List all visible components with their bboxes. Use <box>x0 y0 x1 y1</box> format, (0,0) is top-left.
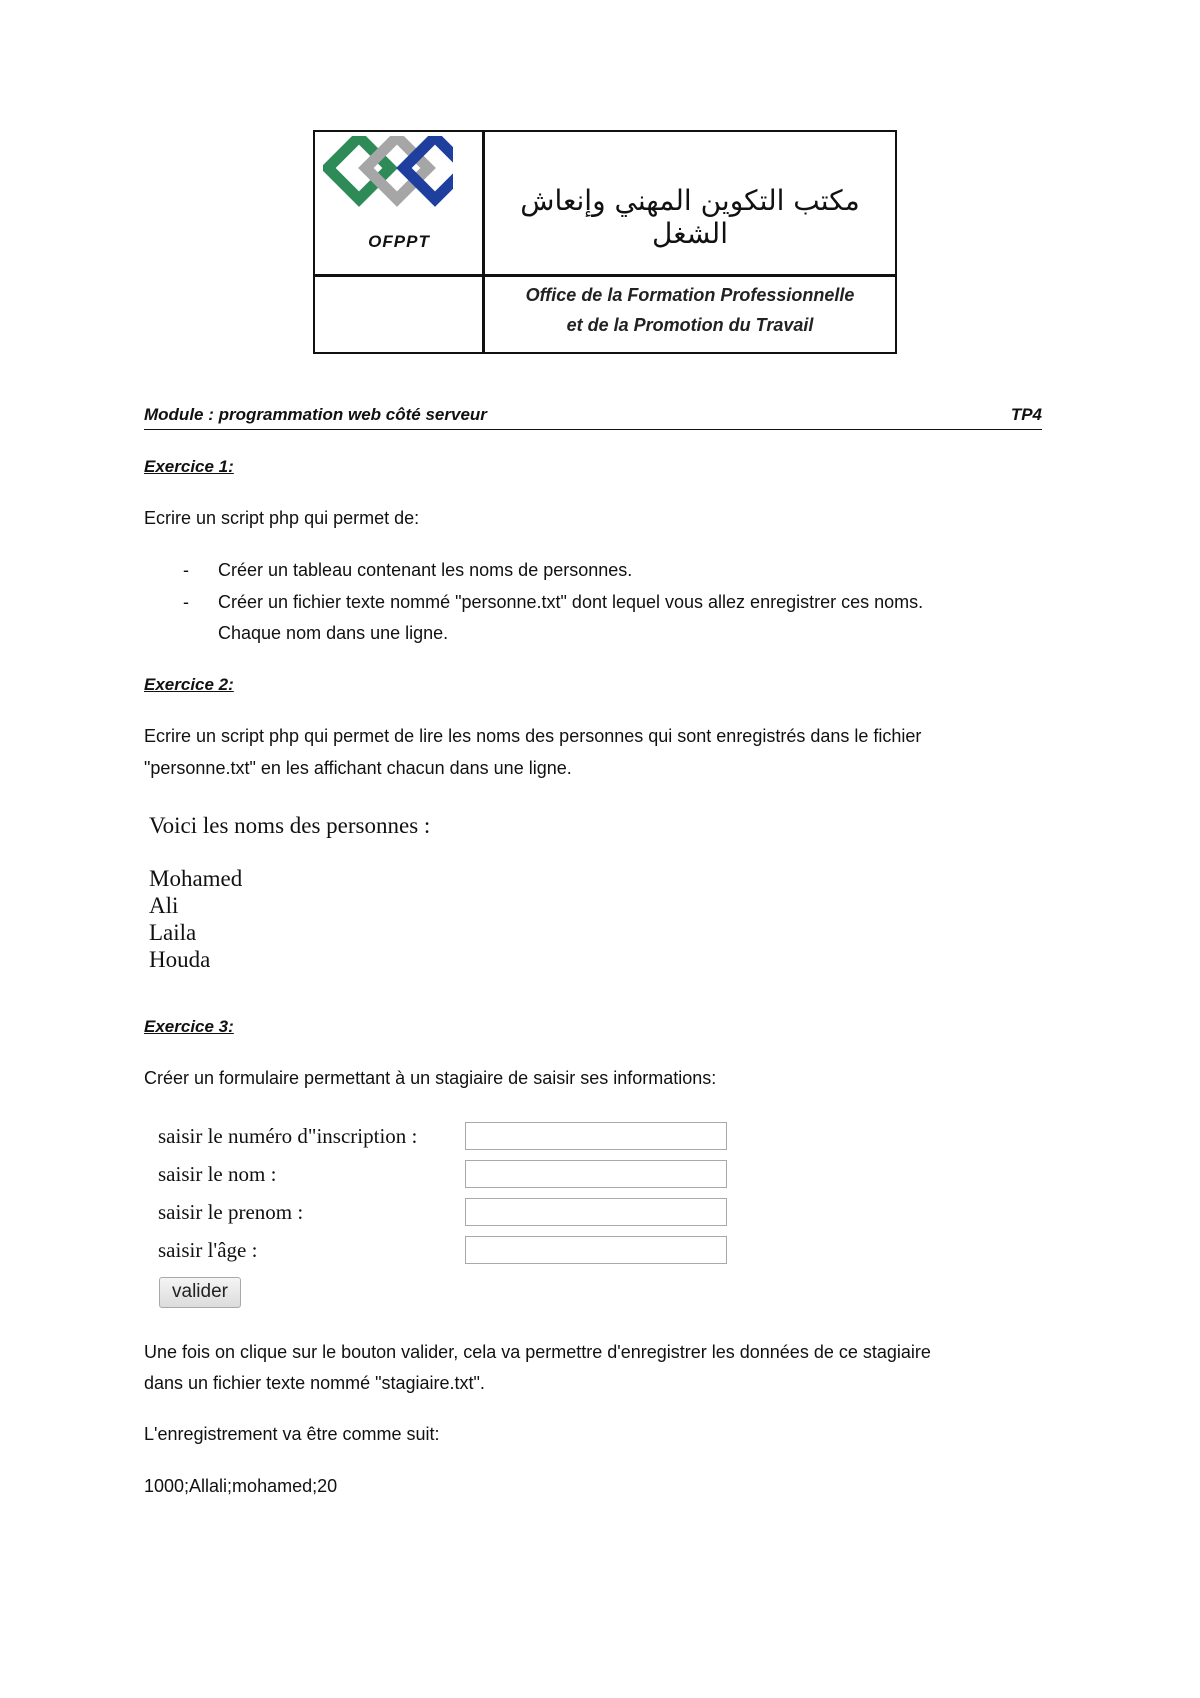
header-table <box>313 130 897 354</box>
nom-input[interactable] <box>465 1160 727 1188</box>
exercice3-after-line2: dans un fichier texte nommé "stagiaire.txt". <box>144 1373 485 1393</box>
module-label: Module : programmation web côté serveur <box>144 405 487 424</box>
record-example: 1000;Allali;mohamed;20 <box>144 1476 338 1496</box>
logo-cell <box>315 132 483 274</box>
output-name: Laila <box>149 920 197 945</box>
record-intro: L'enregistrement va être comme suit: <box>144 1424 440 1444</box>
exercice1-intro: Ecrire un script php qui permet de: <box>144 508 420 528</box>
output-name: Houda <box>149 947 211 972</box>
bullet-dash: - <box>183 560 189 580</box>
arabic-org-name: مكتب التكوين المهني وإنعاش الشغل <box>520 184 860 250</box>
module-line <box>144 405 1042 430</box>
exercice1-item-2: Créer un fichier texte nommé "personne.txt" dont lequel vous allez enregistrer ces noms. <box>218 592 924 612</box>
exercice1-item-1: Créer un tableau contenant les noms de personnes. <box>218 560 633 580</box>
office-name-line1: Office de la Formation Professionnelle <box>525 285 855 305</box>
arabic-name-cell <box>485 132 895 274</box>
exercice2-line2: "personne.txt" en les affichant chacun dans une ligne. <box>144 758 572 778</box>
tp-label: TP4 <box>1010 405 1042 424</box>
exercice2-line1: Ecrire un script php qui permet de lire les noms des personnes qui sont enregistrés dans le fichier <box>144 726 922 746</box>
output-name: Ali <box>149 893 179 918</box>
exercice1-title: Exercice 1: <box>144 457 234 476</box>
ofppt-logo-icon <box>323 136 453 216</box>
office-name-line2: et de la Promotion du Travail <box>566 315 814 335</box>
exercice1-item-3: Chaque nom dans une ligne. <box>218 623 449 643</box>
prenom-input[interactable] <box>465 1198 727 1226</box>
logo-text: OFPPT <box>368 232 430 251</box>
age-input[interactable] <box>465 1236 727 1264</box>
form-label-inscription: saisir le numéro d"inscription : <box>158 1124 418 1148</box>
form-label-age: saisir l'âge : <box>158 1238 258 1262</box>
bullet-dash: - <box>183 592 189 612</box>
exercice3-intro: Créer un formulaire permettant à un stagiaire de saisir ses informations: <box>144 1068 717 1088</box>
form-label-nom: saisir le nom : <box>158 1162 277 1186</box>
office-name-cell <box>485 277 895 352</box>
output-name: Mohamed <box>149 866 243 891</box>
inscription-input[interactable] <box>465 1122 727 1150</box>
exercice3-after-line1: Une fois on clique sur le bouton valider, cela va permettre d'enregistrer les données de ce stagiaire <box>144 1342 931 1362</box>
valider-button[interactable]: valider <box>159 1277 241 1308</box>
exercice2-title: Exercice 2: <box>144 675 234 694</box>
form-label-prenom: saisir le prenom : <box>158 1200 304 1224</box>
output-heading: Voici les noms des personnes : <box>149 813 431 838</box>
exercice3-title: Exercice 3: <box>144 1017 234 1036</box>
